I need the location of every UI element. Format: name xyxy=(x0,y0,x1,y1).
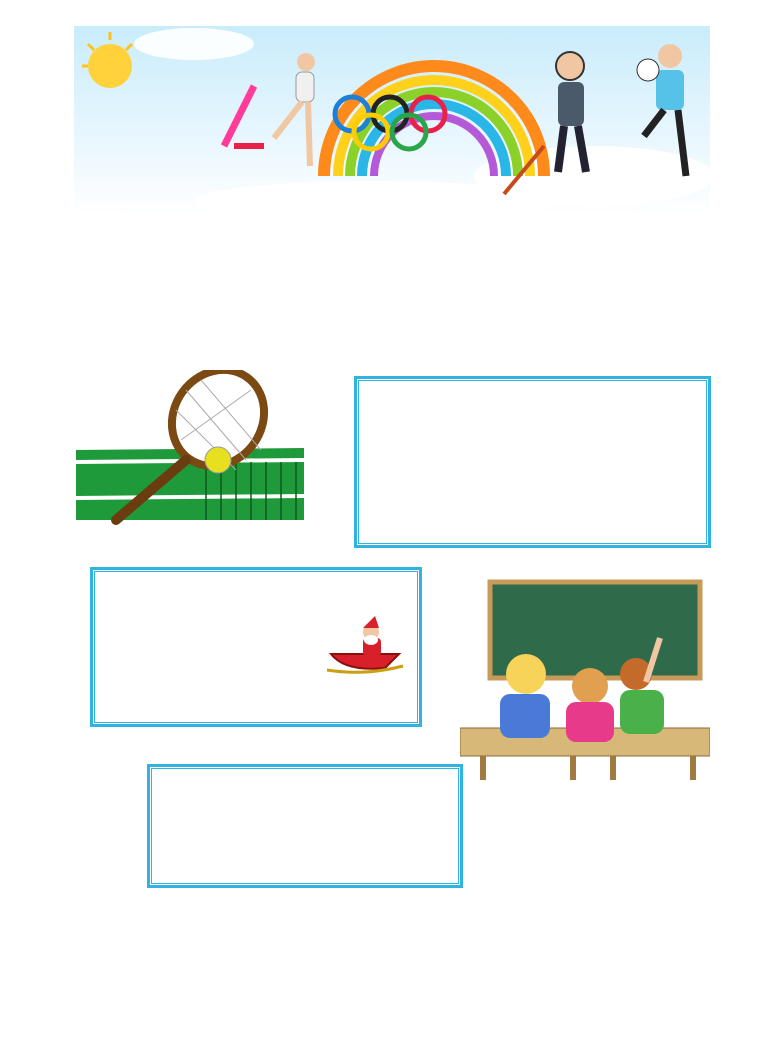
banner-illustration xyxy=(74,26,710,216)
event-box-oviolimpia xyxy=(354,376,711,548)
event-box-suliparo xyxy=(90,567,422,727)
heart-border-right xyxy=(746,0,780,1057)
classroom-illustration xyxy=(460,578,710,786)
event-box-open-lessons xyxy=(147,764,463,888)
heart-border-bottom xyxy=(34,1010,746,1050)
santa-sleigh-icon xyxy=(325,614,405,676)
header-banner xyxy=(74,26,710,216)
tennis-racket-illustration xyxy=(76,370,304,530)
heart-border-left xyxy=(0,0,34,1057)
